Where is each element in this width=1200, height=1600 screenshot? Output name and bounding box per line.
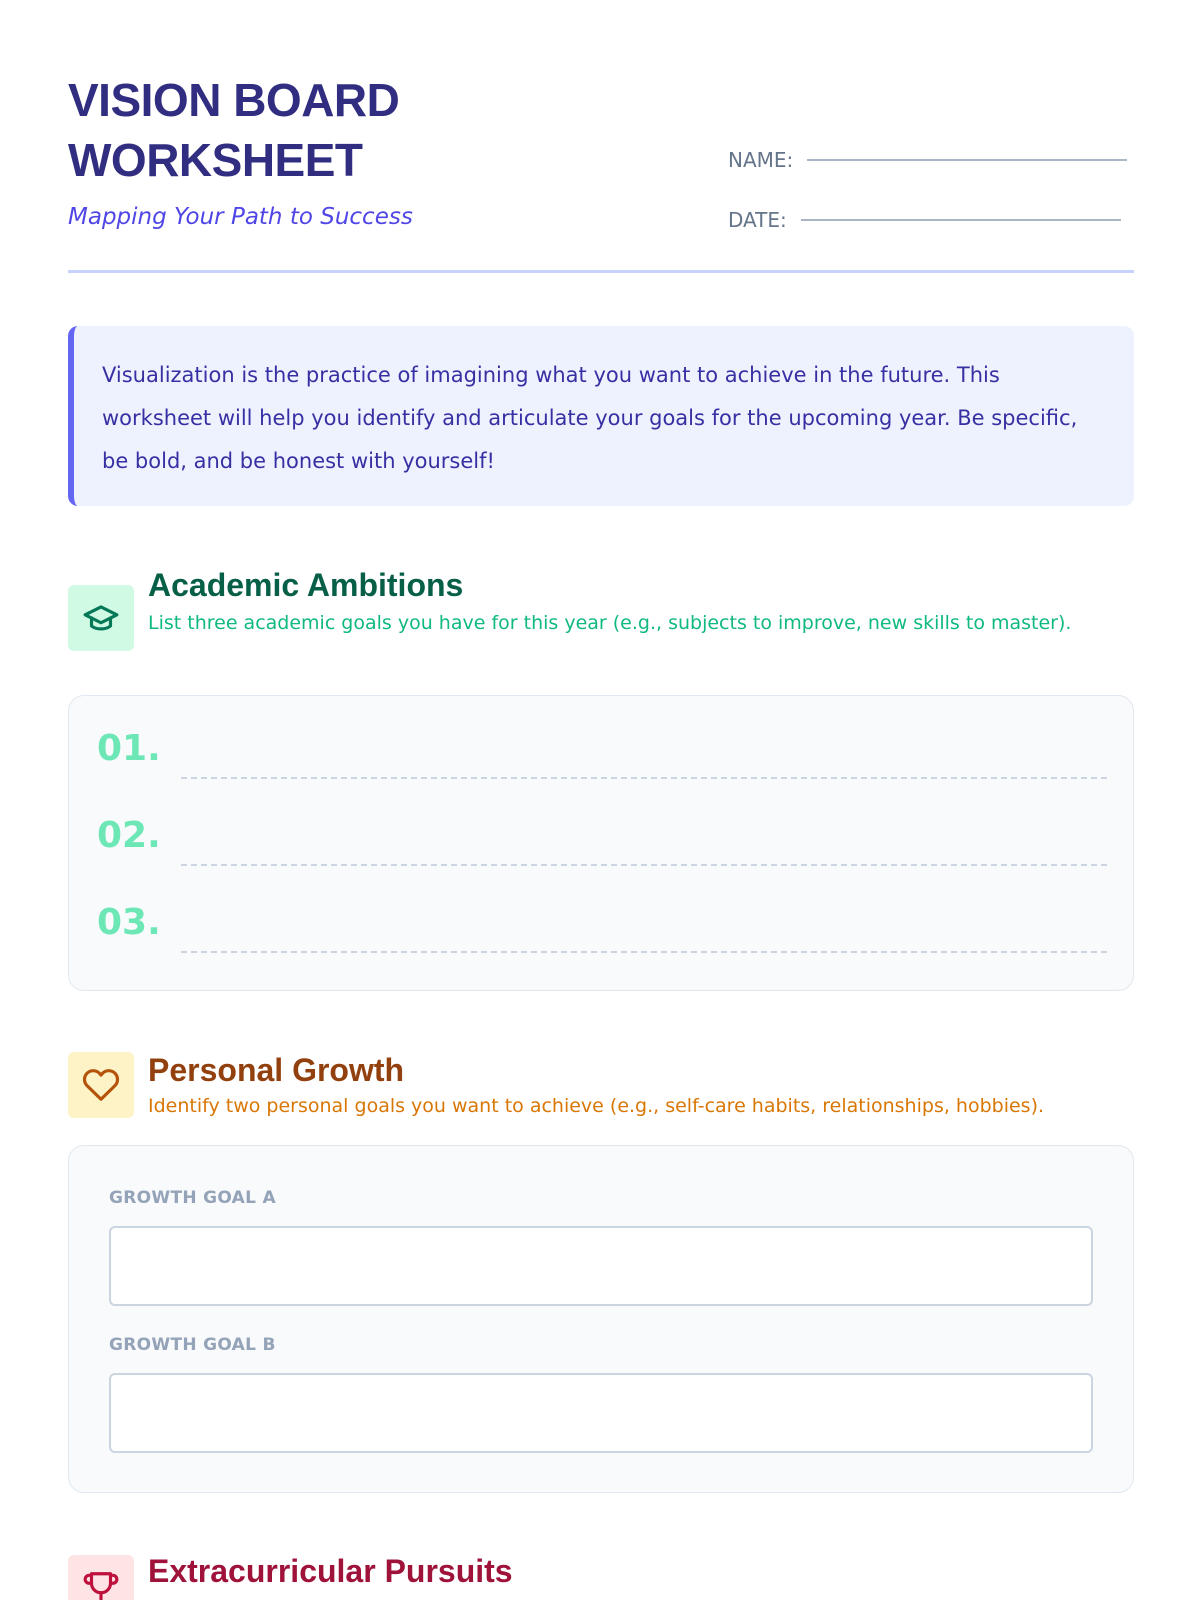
intro-text: Visualization is the practice of imagining what you want to achieve in the future. This worksheet will help you identify and articulate your goals for the upcoming year. Be specific, be bold, and be honest with yourself!	[102, 363, 1078, 473]
goal-writing-line[interactable]	[181, 777, 1107, 779]
intro-callout	[68, 326, 1134, 506]
growth-goal-b-input[interactable]	[109, 1373, 1093, 1453]
growth-goal-a-input[interactable]	[109, 1226, 1093, 1306]
academic-goal-row[interactable]	[97, 892, 1107, 972]
page-title-line-2: WORKSHEET	[68, 134, 363, 186]
date-label: DATE:	[728, 208, 787, 232]
heart-icon	[68, 1052, 134, 1118]
name-field[interactable]	[728, 148, 1127, 172]
date-field[interactable]	[728, 208, 1121, 232]
growth-goal-a-label: GROWTH GOAL A	[109, 1188, 276, 1208]
page-title-line-1: VISION BOARD	[68, 74, 400, 126]
personal-title: Personal Growth	[148, 1052, 405, 1088]
academic-goals-box	[68, 695, 1134, 991]
goal-writing-line[interactable]	[181, 864, 1107, 866]
extracurricular-title: Extracurricular Pursuits	[148, 1553, 513, 1589]
academic-goal-row[interactable]	[97, 718, 1107, 798]
goal-number: 02.	[97, 815, 161, 856]
academic-goal-row[interactable]	[97, 805, 1107, 885]
academic-section-header	[68, 565, 1134, 675]
name-line[interactable]	[807, 159, 1127, 161]
growth-goal-b-label: GROWTH GOAL B	[109, 1335, 276, 1355]
personal-section-header	[68, 1050, 1134, 1130]
trophy-icon	[68, 1555, 134, 1600]
worksheet-header	[68, 70, 1134, 273]
page-subtitle: Mapping Your Path to Success	[68, 204, 413, 230]
personal-goals-box	[68, 1145, 1134, 1493]
graduation-cap-icon	[68, 585, 134, 651]
goal-number: 01.	[97, 728, 161, 769]
extracurricular-section-header	[68, 1553, 1134, 1600]
academic-description: List three academic goals you have for this year (e.g., subjects to improve, new skills to master).	[148, 612, 1072, 634]
academic-title: Academic Ambitions	[148, 567, 464, 603]
goal-writing-line[interactable]	[181, 951, 1107, 953]
personal-description: Identify two personal goals you want to achieve (e.g., self-care habits, relationships, hobbies).	[148, 1095, 1045, 1117]
name-label: NAME:	[728, 148, 794, 172]
date-line[interactable]	[801, 219, 1121, 221]
goal-number: 03.	[97, 902, 161, 943]
